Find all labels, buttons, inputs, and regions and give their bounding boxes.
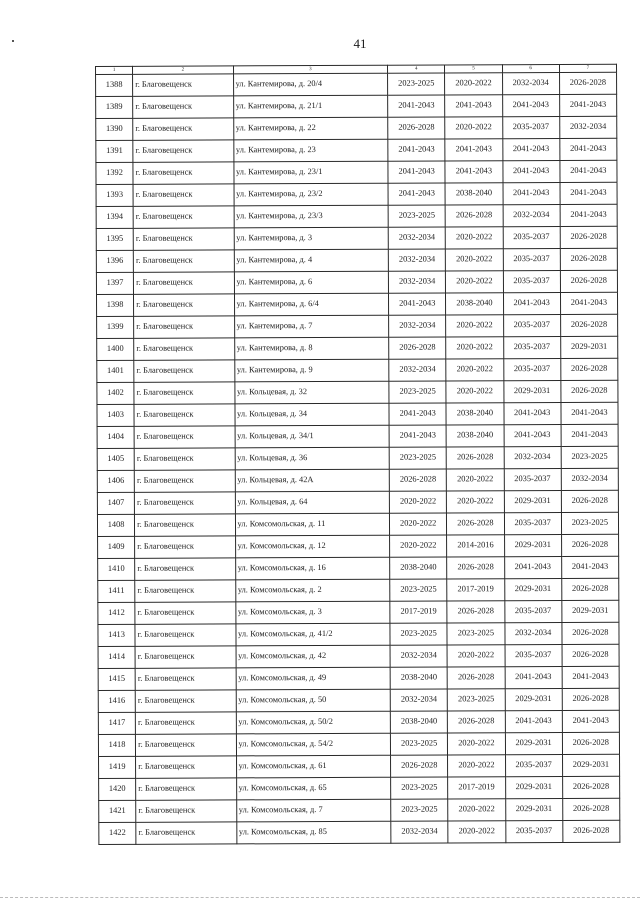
table-row [96, 116, 617, 140]
period-4-cell: 2020-2022 [389, 491, 446, 513]
address-cell: ул. Кантемирова, д. 20/4 [233, 73, 388, 96]
period-6-cell: 2035-2037 [503, 270, 560, 292]
address-cell: ул. Комсомольская, д. 54/2 [236, 733, 391, 756]
table-row [98, 556, 619, 580]
period-7-cell: 2041-2043 [560, 182, 617, 204]
table-row [99, 754, 620, 778]
period-5-cell: 2020-2022 [448, 799, 505, 821]
page-bottom-edge [0, 897, 640, 898]
period-6-cell: 2035-2037 [505, 820, 562, 842]
column-number-3: 3 [233, 65, 388, 74]
period-6-cell: 2035-2037 [503, 336, 560, 358]
table-row [97, 512, 618, 536]
city-cell: г. Благовещенск [134, 338, 234, 360]
period-4-cell: 2026-2028 [389, 469, 446, 491]
period-6-cell: 2041-2043 [502, 138, 559, 160]
period-5-cell: 2026-2028 [448, 711, 505, 733]
table-row [96, 94, 617, 118]
city-cell: г. Благовещенск [135, 558, 235, 580]
address-cell: ул. Кантемирова, д. 23/3 [234, 205, 389, 228]
row-number-cell: 1399 [97, 316, 134, 338]
period-5-cell: 2023-2025 [448, 689, 505, 711]
city-cell: г. Благовещенск [136, 756, 236, 778]
period-5-cell: 2041-2043 [445, 161, 502, 183]
address-cell: ул. Комсомольская, д. 42 [236, 645, 391, 668]
table-body [96, 72, 620, 844]
city-cell: г. Благовещенск [135, 646, 235, 668]
city-cell: г. Благовещенск [133, 250, 233, 272]
address-cell: ул. Комсомольская, д. 49 [236, 667, 391, 690]
period-4-cell: 2026-2028 [391, 755, 448, 777]
row-number-cell: 1400 [97, 338, 134, 360]
period-7-cell: 2029-2031 [560, 336, 617, 358]
period-5-cell: 2026-2028 [447, 601, 504, 623]
row-number-cell: 1412 [98, 602, 135, 624]
table-row [97, 358, 618, 382]
table-row [96, 270, 617, 294]
address-cell: ул. Кантемирова, д. 9 [234, 359, 389, 382]
period-5-cell: 2026-2028 [445, 205, 502, 227]
row-number-cell: 1390 [96, 118, 133, 140]
period-4-cell: 2041-2043 [388, 161, 445, 183]
table-row [98, 644, 619, 668]
period-7-cell: 2026-2028 [561, 490, 618, 512]
row-number-cell: 1398 [96, 294, 133, 316]
period-7-cell: 2026-2028 [562, 776, 619, 798]
period-7-cell: 2026-2028 [562, 622, 619, 644]
period-4-cell: 2023-2025 [388, 205, 445, 227]
row-number-cell: 1416 [98, 690, 135, 712]
city-cell: г. Благовещенск [134, 294, 234, 316]
row-number-cell: 1405 [97, 448, 134, 470]
table-row [99, 776, 620, 800]
address-cell: ул. Кантемирова, д. 6 [234, 271, 389, 294]
table-row [97, 424, 618, 448]
row-number-cell: 1418 [98, 734, 135, 756]
period-5-cell: 2041-2043 [445, 139, 502, 161]
period-4-cell: 2032-2034 [388, 271, 445, 293]
period-6-cell: 2029-2031 [505, 798, 562, 820]
city-cell: г. Благовещенск [133, 206, 233, 228]
period-5-cell: 2017-2019 [448, 777, 505, 799]
period-7-cell: 2041-2043 [560, 138, 617, 160]
period-5-cell: 2023-2025 [447, 623, 504, 645]
table-row [96, 182, 617, 206]
period-7-cell: 2041-2043 [561, 402, 618, 424]
period-4-cell: 2020-2022 [390, 535, 447, 557]
period-6-cell: 2041-2043 [504, 424, 561, 446]
period-4-cell: 2041-2043 [388, 139, 445, 161]
column-number-2: 2 [133, 66, 233, 74]
period-4-cell: 2026-2028 [388, 117, 445, 139]
address-cell: ул. Комсомольская, д. 61 [236, 755, 391, 778]
period-7-cell: 2029-2031 [562, 754, 619, 776]
period-4-cell: 2023-2025 [389, 447, 446, 469]
period-5-cell: 2014-2016 [447, 535, 504, 557]
period-5-cell: 2020-2022 [445, 117, 502, 139]
period-7-cell: 2041-2043 [560, 160, 617, 182]
period-6-cell: 2029-2031 [505, 776, 562, 798]
address-cell: ул. Кольцевая, д. 36 [235, 447, 390, 470]
period-4-cell: 2023-2025 [391, 777, 448, 799]
period-7-cell: 2026-2028 [561, 380, 618, 402]
row-number-cell: 1393 [96, 184, 133, 206]
address-cell: ул. Кантемирова, д. 7 [234, 315, 389, 338]
address-cell: ул. Комсомольская, д. 65 [236, 777, 391, 800]
period-5-cell: 2020-2022 [446, 337, 503, 359]
address-cell: ул. Комсомольская, д. 50 [236, 689, 391, 712]
period-5-cell: 2020-2022 [447, 491, 504, 513]
address-cell: ул. Кантемирова, д. 23/1 [233, 161, 388, 184]
table-row [97, 446, 618, 470]
period-7-cell: 2041-2043 [562, 666, 619, 688]
row-number-cell: 1401 [97, 360, 134, 382]
period-5-cell: 2020-2022 [448, 755, 505, 777]
table-row [98, 666, 619, 690]
period-7-cell: 2032-2034 [561, 468, 618, 490]
table-row [98, 732, 619, 756]
table-row [96, 160, 617, 184]
row-number-cell: 1388 [96, 74, 133, 96]
period-5-cell: 2020-2022 [447, 469, 504, 491]
period-4-cell: 2032-2034 [389, 315, 446, 337]
row-number-cell: 1410 [98, 558, 135, 580]
city-cell: г. Благовещенск [135, 624, 235, 646]
table-row [98, 710, 619, 734]
period-6-cell: 2035-2037 [503, 248, 560, 270]
address-cell: ул. Кольцевая, д. 34/1 [235, 425, 390, 448]
row-number-cell: 1403 [97, 404, 134, 426]
row-number-cell: 1408 [97, 514, 134, 536]
table-row [97, 468, 618, 492]
row-number-cell: 1419 [99, 756, 136, 778]
city-cell: г. Благовещенск [135, 668, 235, 690]
period-4-cell: 2041-2043 [388, 95, 445, 117]
period-7-cell: 2026-2028 [562, 732, 619, 754]
city-cell: г. Благовещенск [136, 822, 236, 844]
period-7-cell: 2041-2043 [560, 204, 617, 226]
period-7-cell: 2029-2031 [562, 600, 619, 622]
period-5-cell: 2038-2040 [445, 183, 502, 205]
period-5-cell: 2026-2028 [447, 667, 504, 689]
city-cell: г. Благовещенск [135, 514, 235, 536]
period-7-cell: 2023-2025 [561, 446, 618, 468]
period-7-cell: 2026-2028 [560, 248, 617, 270]
city-cell: г. Благовещенск [135, 602, 235, 624]
period-4-cell: 2032-2034 [391, 821, 448, 843]
city-cell: г. Благовещенск [134, 360, 234, 382]
address-cell: ул. Комсомольская, д. 11 [235, 513, 390, 536]
city-cell: г. Благовещенск [134, 382, 234, 404]
city-cell: г. Благовещенск [136, 734, 236, 756]
period-4-cell: 2023-2025 [388, 73, 445, 95]
period-7-cell: 2041-2043 [562, 710, 619, 732]
period-5-cell: 2026-2028 [447, 557, 504, 579]
city-cell: г. Благовещенск [133, 184, 233, 206]
period-4-cell: 2023-2025 [390, 579, 447, 601]
city-cell: г. Благовещенск [136, 778, 236, 800]
row-number-cell: 1404 [97, 426, 134, 448]
column-number-6: 6 [502, 64, 559, 72]
table-row [97, 380, 618, 404]
column-number-4: 4 [388, 65, 445, 73]
table-row [97, 490, 618, 514]
address-cell: ул. Кольцевая, д. 32 [234, 381, 389, 404]
period-6-cell: 2035-2037 [503, 314, 560, 336]
period-7-cell: 2026-2028 [562, 688, 619, 710]
row-number-cell: 1414 [98, 646, 135, 668]
period-4-cell: 2023-2025 [391, 799, 448, 821]
period-5-cell: 2020-2022 [445, 73, 502, 95]
period-6-cell: 2032-2034 [503, 204, 560, 226]
period-7-cell: 2026-2028 [562, 798, 619, 820]
period-6-cell: 2041-2043 [502, 160, 559, 182]
row-number-cell: 1406 [97, 470, 134, 492]
column-number-1: 1 [96, 66, 133, 74]
period-4-cell: 2032-2034 [389, 359, 446, 381]
period-6-cell: 2041-2043 [505, 666, 562, 688]
city-cell: г. Благовещенск [135, 712, 235, 734]
address-cell: ул. Комсомольская, д. 2 [235, 579, 390, 602]
row-number-cell: 1397 [96, 272, 133, 294]
period-6-cell: 2035-2037 [504, 468, 561, 490]
period-4-cell: 2041-2043 [389, 403, 446, 425]
address-cell: ул. Комсомольская, д. 16 [235, 557, 390, 580]
period-6-cell: 2035-2037 [505, 644, 562, 666]
period-6-cell: 2032-2034 [504, 622, 561, 644]
column-number-5: 5 [445, 65, 502, 73]
period-6-cell: 2029-2031 [504, 534, 561, 556]
city-cell: г. Благовещенск [134, 470, 234, 492]
period-5-cell: 2038-2040 [446, 403, 503, 425]
period-7-cell: 2026-2028 [560, 270, 617, 292]
period-7-cell: 2032-2034 [559, 116, 616, 138]
address-cell: ул. Кантемирова, д. 22 [233, 117, 388, 140]
period-7-cell: 2026-2028 [561, 358, 618, 380]
row-number-cell: 1389 [96, 96, 133, 118]
period-6-cell: 2041-2043 [503, 292, 560, 314]
period-5-cell: 2020-2022 [446, 249, 503, 271]
period-6-cell: 2035-2037 [504, 600, 561, 622]
table-row [97, 402, 618, 426]
period-6-cell: 2041-2043 [502, 94, 559, 116]
period-4-cell: 2032-2034 [390, 645, 447, 667]
table-row [96, 226, 617, 250]
period-4-cell: 2026-2028 [389, 337, 446, 359]
address-cell: ул. Комсомольская, д. 85 [236, 821, 391, 844]
period-4-cell: 2038-2040 [390, 711, 447, 733]
period-4-cell: 2038-2040 [390, 667, 447, 689]
row-number-cell: 1420 [99, 778, 136, 800]
period-6-cell: 2035-2037 [503, 358, 560, 380]
period-4-cell: 2041-2043 [388, 183, 445, 205]
period-7-cell: 2023-2025 [561, 512, 618, 534]
row-number-cell: 1391 [96, 140, 133, 162]
period-5-cell: 2017-2019 [447, 579, 504, 601]
row-number-cell: 1409 [98, 536, 135, 558]
table-row [98, 534, 619, 558]
city-cell: г. Благовещенск [134, 404, 234, 426]
period-5-cell: 2026-2028 [446, 447, 503, 469]
period-6-cell: 2029-2031 [505, 688, 562, 710]
period-4-cell: 2038-2040 [390, 557, 447, 579]
row-number-cell: 1415 [98, 668, 135, 690]
row-number-cell: 1395 [96, 228, 133, 250]
period-6-cell: 2035-2037 [504, 512, 561, 534]
city-cell: г. Благовещенск [135, 690, 235, 712]
address-cell: ул. Кантемирова, д. 8 [234, 337, 389, 360]
period-6-cell: 2041-2043 [503, 182, 560, 204]
address-cell: ул. Кантемирова, д. 6/4 [234, 293, 389, 316]
table-row [99, 820, 620, 844]
address-cell: ул. Комсомольская, д. 12 [235, 535, 390, 558]
city-cell: г. Благовещенск [133, 118, 233, 140]
city-cell: г. Благовещенск [133, 140, 233, 162]
period-7-cell: 2041-2043 [559, 94, 616, 116]
city-cell: г. Благовещенск [133, 228, 233, 250]
row-number-cell: 1407 [97, 492, 134, 514]
period-5-cell: 2020-2022 [448, 733, 505, 755]
page-number: 41 [353, 36, 367, 51]
period-6-cell: 2029-2031 [505, 732, 562, 754]
city-cell: г. Благовещенск [133, 96, 233, 118]
city-cell: г. Благовещенск [136, 800, 236, 822]
table-row [96, 292, 617, 316]
address-cell: ул. Кантемирова, д. 3 [234, 227, 389, 250]
period-6-cell: 2035-2037 [505, 754, 562, 776]
period-7-cell: 2026-2028 [561, 534, 618, 556]
period-7-cell: 2026-2028 [559, 72, 616, 94]
table-row [99, 798, 620, 822]
city-cell: г. Благовещенск [133, 162, 233, 184]
address-cell: ул. Кантемирова, д. 23/2 [234, 183, 389, 206]
city-cell: г. Благовещенск [134, 426, 234, 448]
city-cell: г. Благовещенск [134, 448, 234, 470]
city-cell: г. Благовещенск [133, 74, 233, 96]
address-cell: ул. Комсомольская, д. 50/2 [236, 711, 391, 734]
table-row [98, 578, 619, 602]
row-number-cell: 1402 [97, 382, 134, 404]
period-6-cell: 2029-2031 [503, 380, 560, 402]
period-5-cell: 2020-2022 [446, 315, 503, 337]
period-5-cell: 2020-2022 [448, 821, 505, 843]
period-5-cell: 2038-2040 [446, 293, 503, 315]
period-4-cell: 2023-2025 [389, 381, 446, 403]
repair-schedule-table [95, 64, 620, 845]
table-row [98, 688, 619, 712]
table-row [96, 138, 617, 162]
address-cell: ул. Кольцевая, д. 34 [234, 403, 389, 426]
period-5-cell: 2020-2022 [447, 645, 504, 667]
period-6-cell: 2029-2031 [504, 578, 561, 600]
row-number-cell: 1392 [96, 162, 133, 184]
period-5-cell: 2038-2040 [446, 425, 503, 447]
city-cell: г. Благовещенск [135, 536, 235, 558]
period-5-cell: 2020-2022 [446, 227, 503, 249]
row-number-cell: 1411 [98, 580, 135, 602]
city-cell: г. Благовещенск [135, 580, 235, 602]
table-row [96, 72, 617, 96]
period-4-cell: 2020-2022 [390, 513, 447, 535]
address-cell: ул. Кольцевая, д. 42А [235, 469, 390, 492]
period-7-cell: 2026-2028 [563, 820, 620, 842]
address-cell: ул. Кольцевая, д. 64 [235, 491, 390, 514]
period-6-cell: 2032-2034 [502, 72, 559, 94]
city-cell: г. Благовещенск [134, 316, 234, 338]
table-row [97, 336, 618, 360]
period-6-cell: 2035-2037 [503, 226, 560, 248]
period-4-cell: 2023-2025 [391, 733, 448, 755]
row-number-cell: 1396 [96, 250, 133, 272]
row-number-cell: 1421 [99, 800, 136, 822]
period-5-cell: 2020-2022 [446, 271, 503, 293]
period-6-cell: 2041-2043 [504, 556, 561, 578]
period-7-cell: 2026-2028 [562, 644, 619, 666]
period-4-cell: 2017-2019 [390, 601, 447, 623]
period-7-cell: 2026-2028 [561, 578, 618, 600]
period-5-cell: 2020-2022 [446, 381, 503, 403]
period-4-cell: 2032-2034 [388, 227, 445, 249]
period-4-cell: 2041-2043 [389, 425, 446, 447]
row-number-cell: 1394 [96, 206, 133, 228]
period-7-cell: 2041-2043 [560, 292, 617, 314]
city-cell: г. Благовещенск [134, 272, 234, 294]
row-number-cell: 1417 [98, 712, 135, 734]
period-7-cell: 2026-2028 [560, 226, 617, 248]
table-row [98, 600, 619, 624]
period-6-cell: 2041-2043 [505, 710, 562, 732]
period-4-cell: 2032-2034 [390, 689, 447, 711]
period-5-cell: 2041-2043 [445, 95, 502, 117]
period-4-cell: 2023-2025 [390, 623, 447, 645]
address-cell: ул. Комсомольская, д. 7 [236, 799, 391, 822]
table-row [98, 622, 619, 646]
period-4-cell: 2032-2034 [388, 249, 445, 271]
table-row [97, 314, 618, 338]
period-7-cell: 2041-2043 [561, 556, 618, 578]
address-cell: ул. Кантемирова, д. 23 [233, 139, 388, 162]
table-row [96, 204, 617, 228]
column-number-7: 7 [559, 64, 616, 72]
address-cell: ул. Кантемирова, д. 21/1 [233, 95, 388, 118]
address-cell: ул. Кантемирова, д. 4 [234, 249, 389, 272]
period-5-cell: 2026-2028 [447, 513, 504, 535]
period-7-cell: 2041-2043 [561, 424, 618, 446]
period-4-cell: 2041-2043 [389, 293, 446, 315]
address-cell: ул. Комсомольская, д. 41/2 [235, 623, 390, 646]
period-6-cell: 2041-2043 [504, 402, 561, 424]
period-5-cell: 2020-2022 [446, 359, 503, 381]
period-7-cell: 2026-2028 [560, 314, 617, 336]
row-number-cell: 1422 [99, 822, 136, 844]
period-6-cell: 2032-2034 [504, 446, 561, 468]
row-number-cell: 1413 [98, 624, 135, 646]
period-6-cell: 2029-2031 [504, 490, 561, 512]
table-row [96, 248, 617, 272]
period-6-cell: 2035-2037 [502, 116, 559, 138]
city-cell: г. Благовещенск [135, 492, 235, 514]
address-cell: ул. Комсомольская, д. 3 [235, 601, 390, 624]
